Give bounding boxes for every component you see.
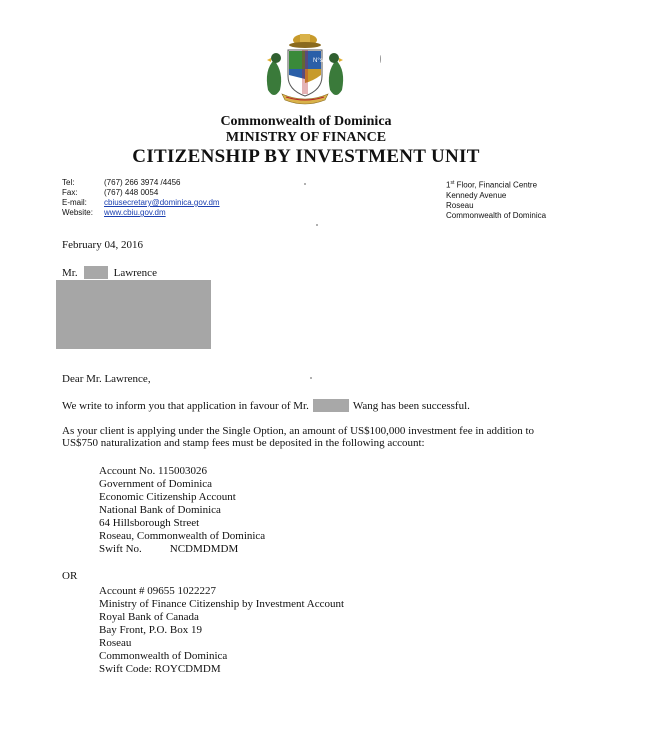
coat-of-arms-logo xyxy=(254,30,356,106)
or-separator: OR xyxy=(62,570,78,582)
redacted-address-block xyxy=(56,280,211,349)
address-line-2: Kennedy Avenue xyxy=(446,190,507,200)
fax-label: Fax: xyxy=(62,188,78,197)
scan-speck xyxy=(380,55,381,63)
email-link[interactable]: cbiusecretary@dominica.gov.dm xyxy=(104,198,220,207)
account-2-number: Account # 09655 1022227 xyxy=(99,585,217,597)
scan-speck xyxy=(310,377,312,379)
salutation: Dear Mr. Lawrence, xyxy=(62,373,151,385)
account-2-swift: Swift Code: ROYCDMDM xyxy=(99,663,221,675)
redacted-applicant-name xyxy=(313,399,349,412)
redacted-first-name xyxy=(84,266,108,279)
account-1-swift: Swift No. NCDMDMDM xyxy=(99,543,239,555)
website-link[interactable]: www.cbiu.gov.dm xyxy=(104,208,166,217)
recipient-line xyxy=(62,266,157,279)
fax-value: (767) 448 0054 xyxy=(104,188,159,197)
svg-text:N°s: N°s xyxy=(313,58,323,64)
header-country: Commonwealth of Dominica xyxy=(220,114,392,129)
paragraph-payment: As your client is applying under the Single Option, an amount of US$100,000 investment fee in addition to US$750 naturalization and stamp fees must be deposited in the following account: xyxy=(62,425,535,449)
website-label: Website: xyxy=(62,208,93,217)
email-label: E-mail: xyxy=(62,198,87,207)
address-line-3: Roseau xyxy=(446,200,474,210)
tel-label: Tel: xyxy=(62,178,75,187)
header-unit: CITIZENSHIP BY INVESTMENT UNIT xyxy=(132,146,480,167)
header-ministry: MINISTRY OF FINANCE xyxy=(225,130,387,145)
paragraph-approval: We write to inform you that application in favour of Mr. Wang has been successful. xyxy=(62,399,470,412)
scan-speck xyxy=(304,183,306,185)
address-line-1: 1st Floor, Financial Centre xyxy=(446,180,538,190)
address-line-4: Commonwealth of Dominica xyxy=(446,210,547,220)
recipient-surname: Lawrence xyxy=(113,266,157,279)
account-2-block: Account # 09655 1022227 Ministry of Finance Citizenship by Investment Account Royal Bank of Canada Bay Front, P.O. Box 19 Roseau Commonwealth of Dominica Swift Code: ROYCDMDM xyxy=(99,585,345,675)
contact-block xyxy=(62,178,220,218)
account-1-number: Account No. 115003026 xyxy=(99,465,208,477)
letter-date: February 04, 2016 xyxy=(62,239,143,251)
recipient-title: Mr. xyxy=(62,266,78,279)
scan-speck xyxy=(316,224,318,226)
address-block xyxy=(446,178,546,221)
account-1-block: Account No. 115003026 Government of Dominica Economic Citizenship Account National Bank of Dominica 64 Hillsborough Street Roseau, Commonwealth of Dominica Swift No. NCDMDMDM xyxy=(99,465,266,555)
tel-value: (767) 266 3974 /4456 xyxy=(104,178,181,187)
